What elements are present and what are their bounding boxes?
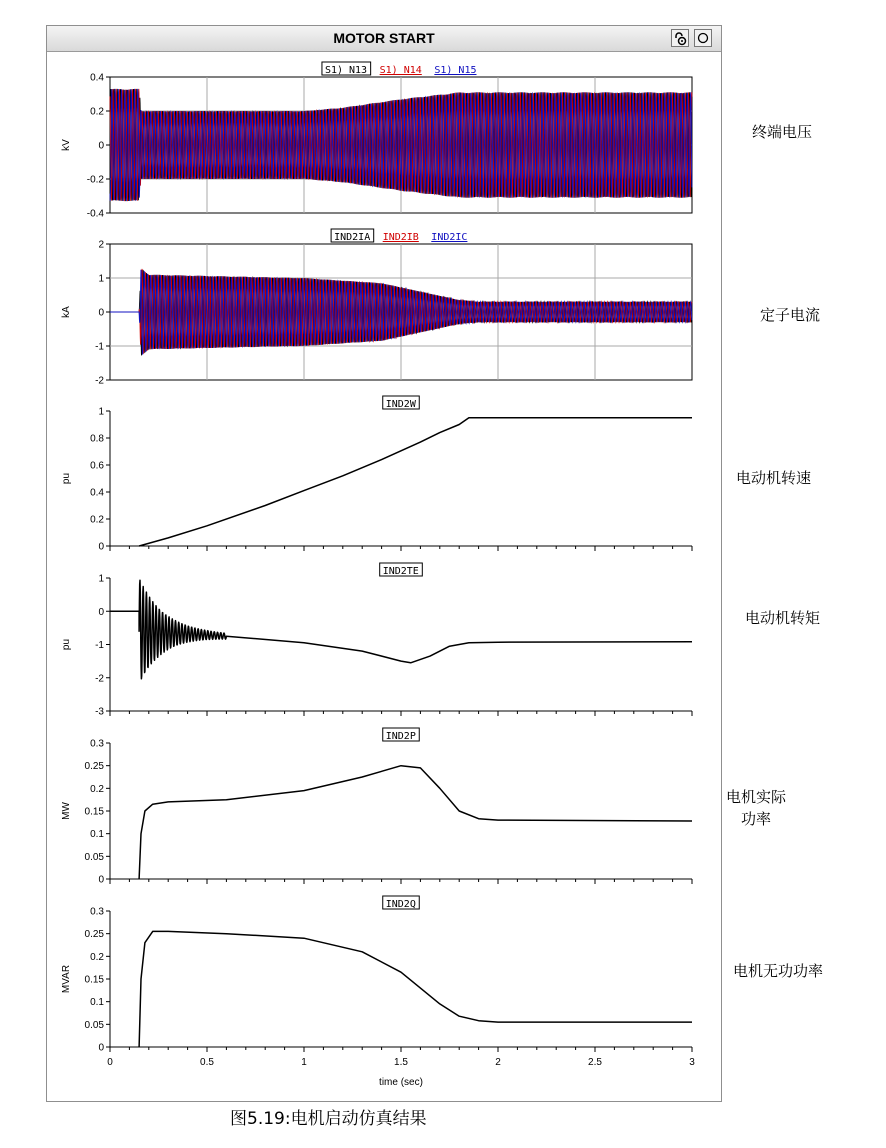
y-tick-label: 0.4 [90,72,104,84]
series-line-1 [139,931,692,1047]
legend-entry: IND2IC [431,232,468,243]
y-tick-label: 0 [98,541,104,553]
y-tick-label: -1 [95,640,104,651]
y-tick-label: 0 [98,140,104,152]
series-line-1 [139,418,692,546]
y-tick-label: 0.15 [84,806,104,818]
chart-panel-4 [61,563,692,718]
y-tick-label: 0.2 [90,783,104,795]
y-axis-label: MW [61,802,72,820]
legend-entry: IND2P [385,731,416,742]
x-tick-label: 3 [689,1057,695,1068]
x-tick-label: 2 [495,1057,501,1068]
y-tick-label: 0.25 [84,929,104,941]
y-tick-label: 2 [98,239,104,251]
chart-panel-5 [61,728,692,886]
x-tick-label: 0.5 [200,1057,214,1068]
side-label-motor-real-power: 电机实际 功率 [726,788,787,828]
series-line-1 [110,580,692,679]
x-axis-label: time (sec) [379,1077,423,1088]
side-label-terminal-voltage: 终端电压 [752,123,813,141]
y-tick-label: 1 [98,406,104,418]
y-tick-label: 0.1 [90,829,104,841]
y-tick-label: 0.6 [90,460,104,472]
chart-panel-2 [61,229,692,387]
side-label-motor-reactive-power: 电机无功功率 [733,962,824,980]
legend-entry: IND2IB [382,232,419,243]
y-tick-label: 0.4 [90,487,104,499]
y-tick-label: -1 [95,341,104,353]
y-tick-label: 0.05 [84,1019,104,1031]
y-axis-label: kA [61,306,72,318]
y-tick-label: -0.2 [86,174,104,186]
y-tick-label: -2 [95,375,104,387]
legend-entry: IND2IA [334,232,371,243]
y-tick-label: 0 [98,606,104,618]
y-tick-label: -3 [95,706,104,718]
x-tick-label: 0 [107,1057,113,1068]
chart-panel-6 [61,896,695,1088]
y-tick-label: 0.8 [90,433,104,445]
y-tick-label: 1 [98,573,104,585]
series-line-1 [139,766,692,879]
side-label-motor-speed: 电动机转速 [736,469,812,487]
chart-panel-3 [61,396,692,553]
y-tick-label: 0.3 [90,738,104,750]
y-tick-label: 0.2 [90,106,104,118]
legend-entry: IND2Q [385,899,416,910]
y-tick-label: -2 [95,673,104,685]
y-tick-label: 0.2 [90,951,104,963]
side-label-stator-current: 定子电流 [760,306,821,324]
y-tick-label: 0.25 [84,761,104,773]
y-tick-label: 0 [98,874,104,886]
y-axis-label: MVAR [61,964,72,994]
legend-entry: IND2W [385,399,416,410]
y-axis-label: kV [61,139,72,151]
x-tick-label: 2.5 [588,1057,602,1068]
y-tick-label: 0 [98,1042,104,1054]
legend-entry: S1) N14 [379,65,422,76]
x-tick-label: 1.5 [394,1057,408,1068]
side-label-motor-torque: 电动机转矩 [745,609,821,627]
legend-entry: S1) N13 [324,65,368,76]
y-tick-label: 0 [98,307,104,319]
y-tick-label: -0.4 [86,208,104,220]
legend-entry: S1) N15 [434,65,477,76]
x-tick-label: 1 [301,1057,307,1068]
y-tick-label: 0.1 [90,997,104,1009]
y-tick-label: 0.2 [90,514,104,526]
y-tick-label: 0.05 [84,851,104,863]
chart-panel-1 [61,62,692,220]
window-title: MOTOR START [333,30,435,46]
y-axis-label: pu [61,638,72,651]
y-tick-label: 0.3 [90,906,104,918]
y-tick-label: 0.15 [84,974,104,986]
legend-entry: IND2TE [382,566,419,577]
y-axis-label: pu [61,472,72,485]
y-tick-label: 1 [98,273,104,285]
figure-caption: 图5.19:电机启动仿真结果 [230,1109,427,1129]
